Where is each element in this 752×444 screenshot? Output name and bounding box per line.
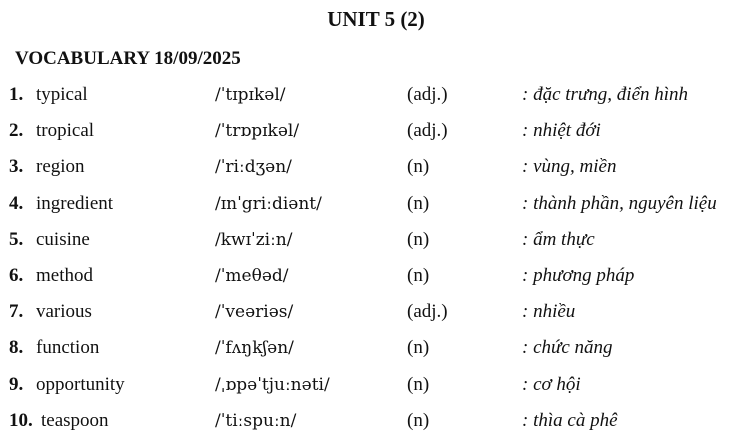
vocab-meaning: : phương pháp	[522, 264, 635, 286]
vocab-number: 9.	[9, 373, 24, 395]
vocab-number: 5.	[9, 228, 24, 250]
vocab-pronunciation: /ˈriːdʒən/	[215, 157, 292, 178]
vocab-row	[0, 299, 752, 335]
vocab-row	[0, 154, 752, 190]
vocab-row	[0, 227, 752, 263]
vocab-part-of-speech: (n)	[407, 156, 430, 178]
vocab-row	[0, 263, 752, 299]
vocab-meaning: : chức năng	[522, 337, 613, 359]
vocab-meaning: : đặc trưng, điển hình	[522, 84, 689, 105]
vocab-number: 6.	[9, 264, 24, 286]
vocab-part-of-speech: (n)	[407, 192, 430, 214]
vocab-number: 8.	[9, 337, 24, 359]
vocab-row	[0, 372, 752, 408]
vocab-pronunciation: /ˈtrɒpɪkəl/	[215, 121, 300, 142]
vocab-meaning: : cơ hội	[522, 373, 581, 395]
vocab-pronunciation: /ɪnˈgriːdiənt/	[215, 193, 322, 214]
vocab-word: opportunity	[36, 373, 125, 395]
vocab-part-of-speech: (adj.)	[407, 120, 448, 142]
vocab-number: 10.	[9, 409, 33, 431]
vocab-part-of-speech: (adj.)	[407, 301, 448, 323]
vocab-meaning: : thìa cà phê	[522, 409, 618, 431]
vocab-meaning: : thành phần, nguyên liệu	[522, 192, 717, 214]
vocab-pronunciation: /ˈveəriəs/	[215, 302, 294, 323]
vocab-word: typical	[36, 84, 88, 105]
vocab-meaning: : ẩm thực	[522, 228, 595, 250]
vocab-part-of-speech: (n)	[407, 337, 430, 359]
vocab-row	[0, 408, 752, 444]
vocabulary-list	[0, 82, 752, 444]
vocab-pronunciation: /ˈmeθəd/	[215, 265, 289, 286]
vocab-number: 7.	[9, 301, 24, 323]
vocab-word: method	[36, 264, 93, 286]
vocab-meaning: : nhiệt đới	[522, 120, 601, 142]
vocab-word: ingredient	[36, 192, 114, 214]
vocab-word: function	[36, 337, 100, 359]
vocab-row	[0, 82, 752, 118]
vocab-pronunciation: /kwɪˈziːn/	[215, 229, 293, 250]
vocab-part-of-speech: (n)	[407, 373, 430, 395]
vocab-part-of-speech: (n)	[407, 228, 430, 250]
vocab-part-of-speech: (adj.)	[407, 84, 448, 105]
vocab-pronunciation: /ˈtiːspuːn/	[215, 410, 297, 431]
vocabulary-heading: VOCABULARY 18/09/2025	[15, 48, 241, 69]
vocab-number: 1.	[9, 84, 24, 105]
vocab-number: 4.	[9, 192, 24, 214]
vocab-meaning: : nhiều	[522, 301, 576, 323]
vocab-pronunciation: /ˌɒpəˈtjuːnəti/	[215, 374, 330, 395]
vocab-row	[0, 191, 752, 227]
vocab-word: tropical	[36, 120, 95, 142]
vocab-number: 3.	[9, 156, 24, 178]
vocab-pronunciation: /ˈtɪpɪkəl/	[215, 85, 286, 105]
vocab-number: 2.	[9, 120, 24, 142]
page-title: UNIT 5 (2)	[327, 7, 425, 31]
vocab-row	[0, 118, 752, 154]
vocab-word: region	[36, 156, 85, 178]
vocab-word: cuisine	[36, 228, 90, 250]
vocab-part-of-speech: (n)	[407, 409, 430, 431]
vocab-word: various	[36, 301, 92, 323]
vocab-pronunciation: /ˈfʌŋkʃən/	[215, 338, 294, 359]
vocab-word: teaspoon	[41, 409, 109, 431]
vocab-meaning: : vùng, miền	[522, 156, 617, 178]
vocab-row	[0, 335, 752, 371]
vocab-part-of-speech: (n)	[407, 264, 430, 286]
